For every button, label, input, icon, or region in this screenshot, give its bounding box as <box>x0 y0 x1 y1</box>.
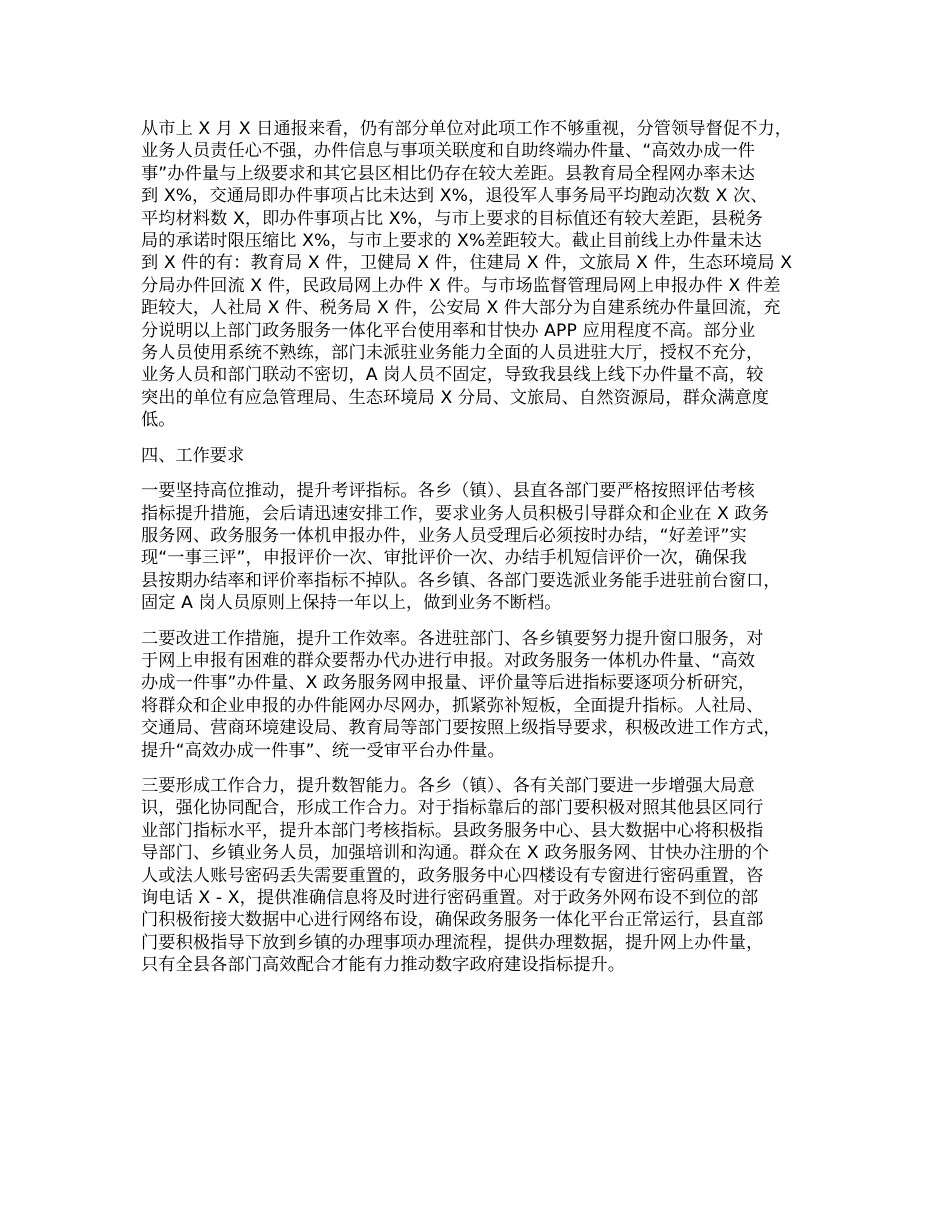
paragraph-requirement-1 <box>141 480 841 614</box>
text-line: 办成一件事”办件量、X 政务服务网申报量、评价量等后进指标要逐项分析研究， <box>141 673 756 694</box>
text-line: 二要改进工作措施，提升工作效率。各进驻部门、各乡镇要努力提升窗口服务，对 <box>141 628 764 649</box>
text-line: 到 X%，交通局即办件事项占比未达到 X%，退役军人事务局平均跑动次数 X 次、 <box>141 186 768 207</box>
text-line: 一要坚持高位推动，提升考评指标。各乡（镇）、县直各部门要严格按照评估考核 <box>141 481 755 502</box>
paragraph-problems <box>141 118 841 432</box>
text-line: 业务人员责任心不强，办件信息与事项关联度和自助终端办件量、“高效办成一件 <box>141 141 756 162</box>
text-line: 突出的单位有应急管理局、生态环境局 X 分局、文旅局、自然资源局，群众满意度 <box>141 387 770 408</box>
text-line: 平均材料数 X，即办件事项占比 X%，与市上要求的目标值还有较大差距，县税务 <box>141 208 763 229</box>
section-heading-work-requirements: 四、工作要求 <box>141 445 245 466</box>
text-line: 县按期办结率和评价率指标不掉队。各乡镇、各部门要选派业务能手进驻前台窗口， <box>141 570 781 591</box>
text-line: 识，强化协同配合，形成工作合力。对于指标靠后的部门要积极对照其他县区同行 <box>141 798 764 819</box>
text-line: 分说明以上部门政务服务一体化平台使用率和甘快办 APP 应用程度不高。部分业 <box>141 320 756 341</box>
text-line: 三要形成工作合力，提升数智能力。各乡（镇）、各有关部门要进一步增强大局意 <box>141 775 755 796</box>
text-line: 门要积极指导下放到乡镇的办理事项办理流程，提供办理数据，提升网上办件量， <box>141 932 764 953</box>
text-line: 指标提升措施，会后请迅速安排工作，要求业务人员积极引导群众和企业在 X 政务 <box>141 503 770 524</box>
document-page <box>141 118 841 990</box>
paragraph-requirement-3 <box>141 775 841 977</box>
text-line: 服务网、政务服务一体机申报办件，业务人员受理后必须按时办结，“好差评”实 <box>141 525 747 546</box>
text-line: 业部门指标水平，提升本部门考核指标。县政务服务中心、县大数据中心将积极指 <box>141 820 764 841</box>
text-line: 固定 A 岗人员原则上保持一年以上，做到业务不断档。 <box>141 593 562 614</box>
text-line: 交通局、营商环境建设局、教育局等部门要按照上级指导要求，积极改进工作方式， <box>141 718 781 739</box>
text-line: 导部门、乡镇业务人员，加强培训和沟通。群众在 X 政务服务网、甘快办注册的个 <box>141 843 770 864</box>
paragraph-requirement-2 <box>141 628 841 762</box>
text-line: 提升“高效办成一件事”、统一受审平台办件量。 <box>141 740 505 761</box>
text-line: 距较大，人社局 X 件、税务局 X 件，公安局 X 件大部分为自建系统办件量回流，充 <box>141 298 781 319</box>
text-line: 局的承诺时限压缩比 X%，与市上要求的 X%差距较大。截止目前线上办件量未达 <box>141 231 762 252</box>
text-line: 低。 <box>141 410 176 431</box>
text-line: 分局办件回流 X 件，民政局网上办件 X 件。与市场监督管理局网上申报办件 X 件差 <box>141 275 781 296</box>
text-line: 询电话 X - X，提供准确信息将及时进行密码重置。对于政务外网布设不到位的部 <box>141 888 759 908</box>
text-line: 只有全县各部门高效配合才能有力推动数字政府建设指标提升。 <box>141 955 626 976</box>
text-line: 事”办件量与上级要求和其它县区相比仍存在较大差距。县教育局全程网办率未达 <box>141 163 756 184</box>
text-line: 于网上申报有困难的群众要帮办代办进行申报。对政务服务一体机办件量、“高效 <box>141 650 756 671</box>
text-line: 从市上 X 月 X 日通报来看，仍有部分单位对此项工作不够重视，分管领导督促不力， <box>141 119 793 139</box>
text-line: 业务人员和部门联动不密切，A 岗人员不固定，导致我县线上线下办件量不高，较 <box>141 365 764 386</box>
text-line: 现“一事三评”，申报评价一次、审批评价一次、办结手机短信评价一次，确保我 <box>141 548 747 569</box>
text-line: 门积极衔接大数据中心进行网络布设，确保政务服务一体化平台正常运行，县直部 <box>141 910 764 931</box>
text-line: 人或法人账号密码丢失需要重置的，政务服务中心四楼设有专窗进行密码重置，咨 <box>141 865 764 886</box>
text-line: 务人员使用系统不熟练，部门未派驻业务能力全面的人员进驻大厅，授权不充分， <box>141 343 764 364</box>
text-line: 将群众和企业申报的办件能网办尽网办，抓紧弥补短板，全面提升指标。人社局、 <box>141 695 764 716</box>
text-line: 到 X 件的有：教育局 X 件，卫健局 X 件，住建局 X 件，文旅局 X 件，生态环境局 X <box>141 253 793 274</box>
